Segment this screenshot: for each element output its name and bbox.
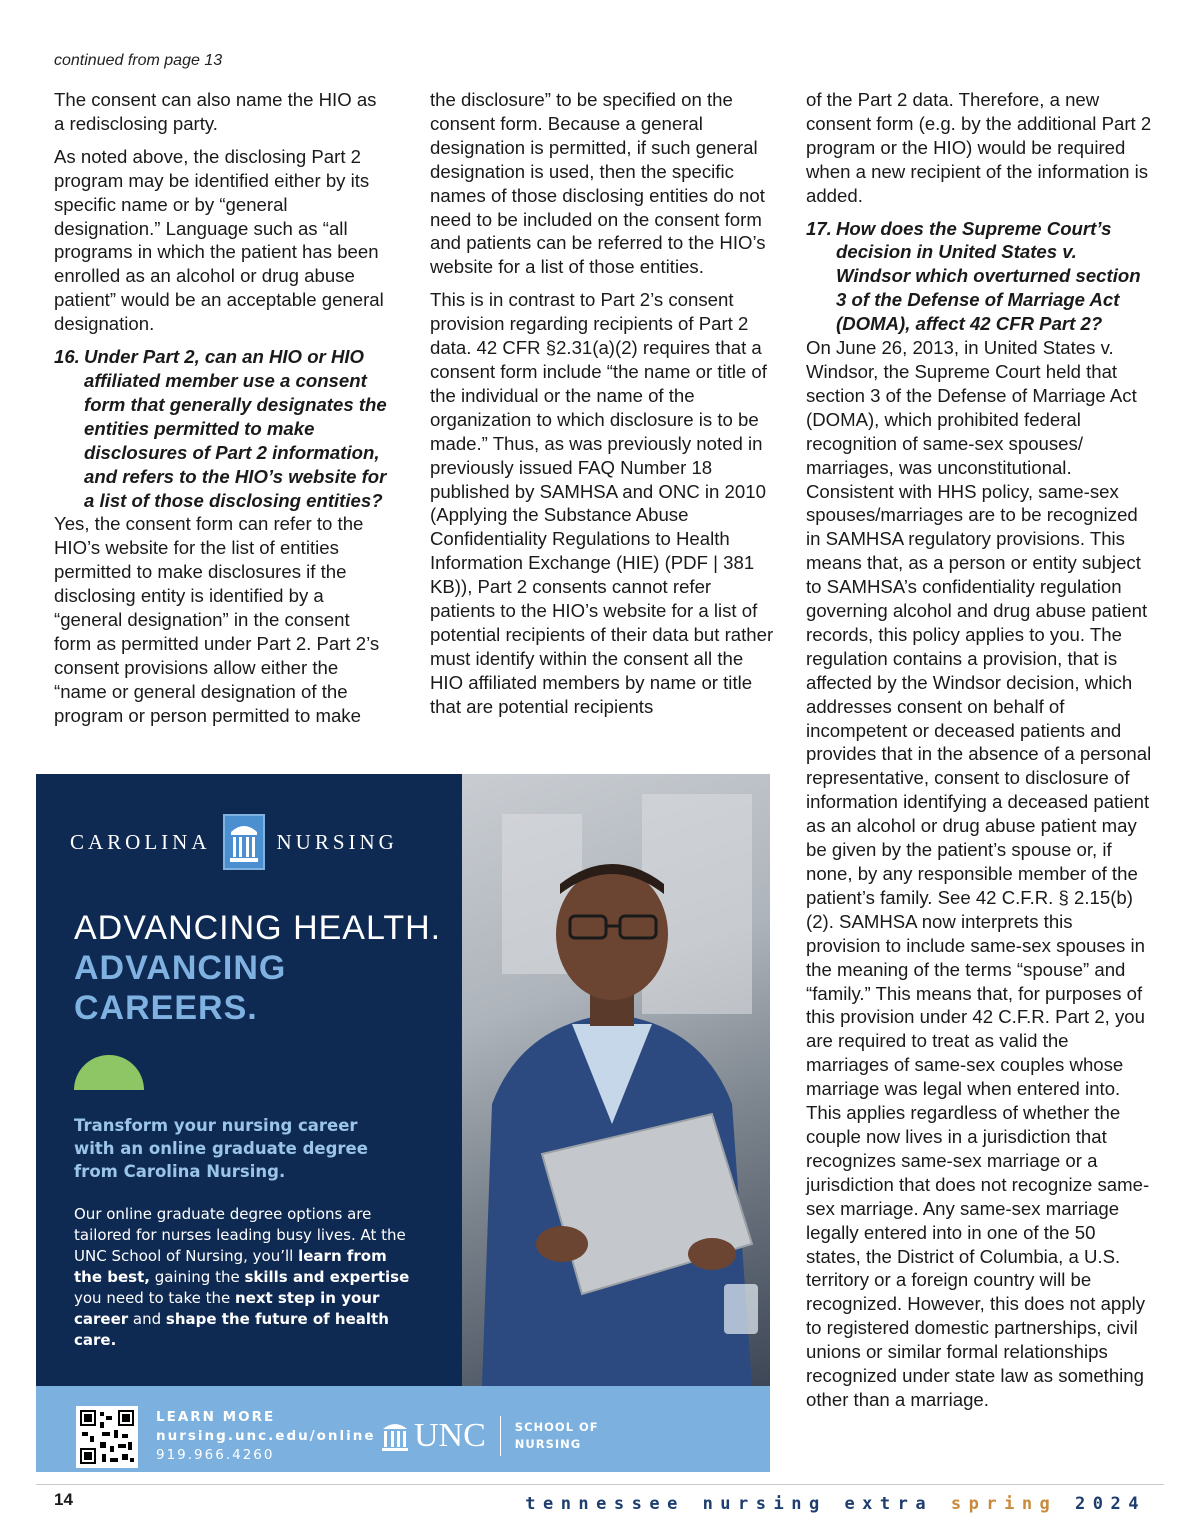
logo-word-nursing: NURSING — [276, 829, 398, 854]
logo-divider — [500, 1416, 501, 1456]
carolina-nursing-ad[interactable] — [36, 774, 770, 1472]
body-text: and — [128, 1310, 166, 1328]
article-column-3 — [806, 88, 1152, 1412]
school-line-1: SCHOOL OF — [514, 1420, 599, 1434]
qr-code[interactable] — [76, 1406, 138, 1468]
logo-word-carolina: CAROLINA — [70, 829, 211, 854]
person-illustration — [462, 774, 770, 1386]
headline-line-2: ADVANCING CAREERS. — [74, 949, 287, 1027]
ad-footer-bar — [36, 1386, 770, 1472]
answer-paragraph: On June 26, 2013, in United States v. Windsor, the Supreme Court held that section 3 of the Defense of Marriage Act (DOMA), which prohibited federal recognition of same-sex spouses/ marriages, was unconstitutional. Consistent with HHS policy, same-sex spouses/marriages are to be recognized in SAMHSA regulatory provisions. This means that, as a person or entity subject to SAMHSA’s confidentiality regulation governing alcohol and drug abuse patient records, this policy applies to you. The regulation contains a provision, that is affected by the Windsor decision, which addresses consent on behalf of incompetent or deceased patients and provides that in the absence of a personal representative, consent to disclosure of information identifying a deceased patient as an alcohol or drug abuse patient may be given by the patient’s spouse or, if none, by any responsible member of the patient’s family. See 42 C.F.R. § 2.15(b)(2). SAMHSA now interprets this provision to include same-sex spouses in the meaning of the terms “spouse” and “family.” This means that, for purposes of this provision under 42 C.F.R. Part 2, you are required to treat as valid the marriages of same-sex couples whose marriage was legal when entered into. This applies regardless of whether the couple now lives in a jurisdiction that recognizes same-sex marriage or a jurisdiction that does not recognize same-sex marriage. Any same-sex marriage legally entered into in one of the 50 states, the District of Columbia, a U.S. territory or a foreign country will be recognized. However, this does not apply to registered domestic partnerships, civil unions or similar formal relationships recognized under state law as something other than a marriage. — [806, 337, 1152, 1410]
unc-wordmark: UNC — [414, 1417, 486, 1454]
question-number: 16. — [54, 346, 80, 368]
title-part-season: spring — [950, 1494, 1058, 1514]
body-text: you need to take the — [74, 1289, 236, 1307]
paragraph: the disclosure” to be specified on the consent form. Because a general designation is permitted, if such general designation is used, then the specific names of those disclosing entities do not need to be included on the consent form and patients can be referred to the HIO’s website for a list of those entities. — [430, 89, 766, 278]
old-well-icon — [380, 1419, 410, 1453]
paragraph: of the Part 2 data. Therefore, a new consent form (e.g. by the additional Part 2 program or the HIO) would be required when a new recipient of the information is added. — [806, 89, 1152, 206]
carolina-nursing-logo — [70, 812, 398, 872]
continued-note: continued from page 13 — [54, 52, 223, 69]
green-half-circle-icon — [74, 1054, 144, 1090]
footer-divider — [36, 1484, 1164, 1485]
ad-url-link[interactable]: nursing.unc.edu/online — [156, 1428, 376, 1444]
ad-headline — [74, 908, 474, 1028]
body-text: Our online graduate degree options are tailored for nurses leading busy lives. At the UNC School of Nursing, you’ll — [74, 1205, 406, 1265]
article-column-1 — [54, 88, 390, 737]
unc-school-of-nursing-logo — [380, 1416, 599, 1456]
learn-more-block — [156, 1408, 376, 1465]
paragraph: As noted above, the disclosing Part 2 program may be identified either by its specific name or by “general designation.” Language such as “all programs in which the patient has been enrolled as an alcohol or drug abuse patient” would be an acceptable general designation. — [54, 145, 384, 335]
body-text: gaining the — [149, 1268, 245, 1286]
page-number: 14 — [54, 1490, 73, 1509]
publication-title — [525, 1494, 1146, 1514]
phone-number: 919.966.4260 — [156, 1447, 275, 1463]
question-text: How does the Supreme Court’s decision in United States v. Windsor which overturned section 3 of the Defense of Marriage Act (DOMA), affect 42 CFR Part 2? — [836, 217, 1141, 335]
school-line-2: NURSING — [514, 1437, 582, 1451]
learn-more-label: LEARN MORE — [156, 1409, 276, 1425]
paragraph: The consent can also name the HIO as a redisclosing party. — [54, 89, 377, 134]
body-bold: shape the future of health care. — [74, 1310, 389, 1349]
answer-paragraph: Yes, the consent form can refer to the HIO’s website for the list of entities permitted to make disclosures if the disclosing entity is identified by a “general designation” in the consent form as permitted under Part 2. Part 2’s consent provisions allow either the “name or general designation of the program or person permitted to make — [54, 513, 380, 726]
body-bold: learn from the best, — [74, 1247, 387, 1286]
school-of-nursing-label — [515, 1419, 599, 1453]
question-text: Under Part 2, can an HIO or HIO affiliated member use a consent form that generally designates the entities permitted to make disclosures of Part 2 information, and refers to the HIO’s website for a list of those disclosing entities? — [84, 346, 387, 511]
old-well-icon — [223, 814, 265, 870]
paragraph: This is in contrast to Part 2’s consent provision regarding recipients of Part 2 data. 42 CFR §2.31(a)(2) requires that a consent form include “the name or title of the individual or the name of the organization to which disclosure is to be made.” Thus, as was previously noted in previously issued FAQ Number 18 published by SAMHSA and ONC in 2010 (Applying the Substance Abuse Confidentiality Regulations to Health Information Exchange (HIE) (PDF | 381 KB)), Part 2 consents cannot refer patients to the HIO’s website for a list of potential recipients of their data but rather must identify within the consent all the HIO affiliated members by name or title that are potential recipients — [430, 289, 774, 717]
article-column-2 — [430, 88, 774, 728]
body-bold: next step in your career — [74, 1289, 380, 1328]
ad-photo-man-with-laptop — [462, 774, 770, 1386]
question-16 — [54, 345, 390, 512]
title-part-year: 2024 — [1075, 1494, 1146, 1514]
question-17 — [806, 217, 1152, 337]
ad-body-text — [74, 1204, 414, 1351]
body-bold: skills and expertise — [244, 1268, 410, 1286]
title-part-a: tennessee nursing extra — [525, 1494, 934, 1514]
question-number: 17. — [806, 217, 832, 239]
headline-line-1: ADVANCING HEALTH. — [74, 909, 442, 947]
ad-subhead: Transform your nursing career with an online graduate degree from Carolina Nursing. — [74, 1116, 368, 1181]
